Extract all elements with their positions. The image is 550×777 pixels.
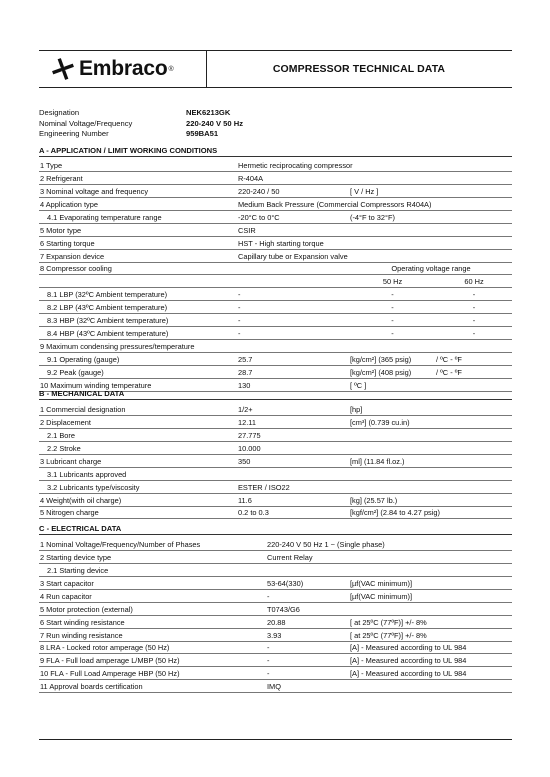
spec-label: 4 Weight(with oil charge) xyxy=(39,493,237,506)
table-row xyxy=(39,223,512,236)
spec-label: 2 Starting device type xyxy=(39,550,266,563)
spec-value: [µf(VAC minimum)] xyxy=(349,589,512,602)
spec-value: - xyxy=(266,654,349,667)
spec-value: [ ºC ] xyxy=(349,378,435,391)
document-title: COMPRESSOR TECHNICAL DATA xyxy=(272,63,446,75)
spec-value xyxy=(349,441,512,454)
spec-value xyxy=(349,680,512,693)
spec-label: 10 FLA - Full Load Amperage HBP (50 Hz) xyxy=(39,667,266,680)
spec-value: Hermetic reciprocating compressor xyxy=(237,159,512,171)
table-row xyxy=(39,667,512,680)
spec-value: IMQ xyxy=(266,680,349,693)
spec-label: 9.1 Operating (gauge) xyxy=(39,353,237,366)
table-row xyxy=(39,602,512,615)
table-row xyxy=(39,641,512,654)
table-row xyxy=(39,353,512,366)
spec-label: 3.1 Lubricants approved xyxy=(39,467,237,480)
table-row xyxy=(39,615,512,628)
spec-value: - xyxy=(435,288,512,301)
spec-value: [A] - Measured according to UL 984 xyxy=(349,667,512,680)
table-row xyxy=(39,340,512,353)
spec-value: 27.775 xyxy=(237,428,349,441)
table-row xyxy=(39,550,512,563)
spec-value: 1/2+ xyxy=(237,403,349,415)
table-row xyxy=(39,403,512,415)
spec-value: / ºC - ºF xyxy=(435,366,512,379)
spec-value: - xyxy=(237,288,349,301)
spec-value: 220-240 / 50 xyxy=(237,184,349,197)
spec-label xyxy=(39,275,237,288)
table-row xyxy=(39,249,512,262)
spec-value xyxy=(349,428,512,441)
spec-value: 60 Hz xyxy=(435,275,512,288)
spec-value: - xyxy=(237,327,349,340)
spec-label: 5 Motor type xyxy=(39,223,237,236)
table-row xyxy=(39,171,512,184)
table-row xyxy=(39,415,512,428)
spec-value: - xyxy=(349,327,435,340)
spec-value: [ at 25ºC (77ºF)] +/- 8% xyxy=(349,628,512,641)
spec-label: 11 Approval boards certification xyxy=(39,680,266,693)
spec-label: 2.2 Stroke xyxy=(39,441,237,454)
ident-label: Engineering Number xyxy=(39,129,109,138)
section-a-title: A - APPLICATION / LIMIT WORKING CONDITIONS xyxy=(39,146,512,157)
spec-value: 50 Hz xyxy=(349,275,435,288)
embraco-logo xyxy=(51,55,174,83)
spec-value: [kgf/cm²] (2.84 to 4.27 psig) xyxy=(349,506,512,519)
spec-value xyxy=(349,480,512,493)
spec-value: - xyxy=(349,288,435,301)
spec-value xyxy=(237,467,349,480)
spec-label: 6 Start winding resistance xyxy=(39,615,266,628)
spec-value: - xyxy=(435,327,512,340)
spec-value: 3.93 xyxy=(266,628,349,641)
spec-value: 12.11 xyxy=(237,415,349,428)
spec-label: 2 Refrigerant xyxy=(39,171,237,184)
spec-value xyxy=(435,223,512,236)
spec-value xyxy=(435,171,512,184)
spec-label: 3 Lubricant charge xyxy=(39,454,237,467)
spec-value: - xyxy=(349,301,435,314)
spec-value xyxy=(349,223,435,236)
spec-value: 350 xyxy=(237,454,349,467)
table-row xyxy=(39,628,512,641)
table-row xyxy=(39,262,512,275)
spec-label: 8 LRA - Locked rotor amperage (50 Hz) xyxy=(39,641,266,654)
spec-value xyxy=(237,275,349,288)
table-row xyxy=(39,506,512,519)
spec-value: Current Relay xyxy=(266,550,349,563)
spec-label: 1 Commercial designation xyxy=(39,403,237,415)
spec-value: 130 xyxy=(237,378,349,391)
spec-label: 3 Start capacitor xyxy=(39,576,266,589)
spec-label: 8.2 LBP (43ºC Ambient temperature) xyxy=(39,301,237,314)
spec-label: 9 Maximum condensing pressures/temperature xyxy=(39,340,237,353)
spec-value: -20°C to 0°C xyxy=(237,210,349,223)
ident-row xyxy=(39,119,243,130)
spec-value: [ml] (11.84 fl.oz.) xyxy=(349,454,512,467)
application-table xyxy=(39,159,512,392)
table-row xyxy=(39,563,512,576)
spec-value xyxy=(435,184,512,197)
spec-label: 1 Nominal Voltage/Frequency/Number of Phases xyxy=(39,538,266,550)
spec-value: Medium Back Pressure (Commercial Compressors R404A) xyxy=(237,197,512,210)
spec-value xyxy=(349,467,512,480)
table-row xyxy=(39,288,512,301)
spec-value: Operating voltage range xyxy=(349,262,512,275)
spec-value: 220-240 V 50 Hz 1 ~ (Single phase) xyxy=(267,539,385,549)
spec-label: 4.1 Evaporating temperature range xyxy=(39,210,237,223)
spec-label: 8.4 HBP (43ºC Ambient temperature) xyxy=(39,327,237,340)
spec-label: 2 Displacement xyxy=(39,415,237,428)
table-row xyxy=(39,538,512,550)
header xyxy=(39,50,512,88)
spec-value: [A] - Measured according to UL 984 xyxy=(349,641,512,654)
spec-value: HST - High starting torque xyxy=(237,236,512,249)
spec-value xyxy=(435,210,512,223)
identification-block xyxy=(39,108,243,140)
spec-value: [kg/cm²] (408 psig) xyxy=(349,366,435,379)
ident-label: Designation xyxy=(39,108,80,117)
spec-label: 2.1 Bore xyxy=(39,428,237,441)
table-row xyxy=(39,467,512,480)
spec-value: Capillary tube or Expansion valve xyxy=(237,249,512,262)
spec-value xyxy=(266,563,349,576)
spec-label: 4 Run capacitor xyxy=(39,589,266,602)
table-row xyxy=(39,197,512,210)
table-row xyxy=(39,275,512,288)
spec-label: 2.1 Starting device xyxy=(39,563,266,576)
spec-value: [ at 25ºC (77ºF)] +/- 8% xyxy=(349,615,512,628)
spec-label: 8 Compressor cooling xyxy=(39,262,237,275)
spec-value: / ºC - ºF xyxy=(435,353,512,366)
mechanical-table xyxy=(39,403,512,519)
spec-value xyxy=(349,602,512,615)
spec-value: 25.7 xyxy=(237,353,349,366)
spec-value xyxy=(349,550,512,563)
spec-value xyxy=(435,340,512,353)
ident-label: Nominal Voltage/Frequency xyxy=(39,118,133,128)
table-row xyxy=(39,159,512,171)
spec-value: [A] - Measured according to UL 984 xyxy=(349,654,512,667)
table-row xyxy=(39,184,512,197)
spec-value: - xyxy=(266,667,349,680)
table-row xyxy=(39,589,512,602)
spec-value: [µf(VAC minimum)] xyxy=(349,576,512,589)
spec-label: 9 FLA - Full load amperage L/MBP (50 Hz) xyxy=(39,654,266,667)
table-row xyxy=(39,493,512,506)
electrical-table xyxy=(39,538,512,693)
spec-label: 10 Maximum winding temperature xyxy=(39,378,237,391)
table-row xyxy=(39,480,512,493)
section-c-title: C - ELECTRICAL DATA xyxy=(39,524,512,535)
spec-value: - xyxy=(266,589,349,602)
spec-value: 11.6 xyxy=(237,493,349,506)
spec-value: - xyxy=(237,301,349,314)
ident-value: 220-240 V 50 Hz xyxy=(186,118,243,128)
table-row xyxy=(39,576,512,589)
spec-label: 8.3 HBP (32ºC Ambient temperature) xyxy=(39,314,237,327)
spec-label: 8.1 LBP (32ºC Ambient temperature) xyxy=(39,288,237,301)
table-row xyxy=(39,454,512,467)
spec-label: 1 Type xyxy=(39,159,237,171)
spec-value: 53-64(330) xyxy=(266,576,349,589)
spec-label: 7 Run winding resistance xyxy=(39,628,266,641)
spec-value: ESTER / ISO22 xyxy=(237,480,349,493)
spec-label: 3.2 Lubricants type/viscosity xyxy=(39,480,237,493)
ident-row xyxy=(39,108,243,119)
spec-value xyxy=(349,340,435,353)
embraco-emblem-icon xyxy=(51,57,75,81)
spec-value xyxy=(237,340,349,353)
spec-label: 5 Motor protection (external) xyxy=(39,602,266,615)
table-row xyxy=(39,210,512,223)
spec-value: - xyxy=(435,314,512,327)
ident-value: 959BA51 xyxy=(186,129,219,138)
table-row xyxy=(39,680,512,693)
spec-value: [hp] xyxy=(349,403,512,415)
spec-value: 0.2 to 0.3 xyxy=(237,506,349,519)
spec-value: - xyxy=(435,301,512,314)
spec-value xyxy=(237,262,349,275)
spec-value xyxy=(349,171,435,184)
table-row xyxy=(39,441,512,454)
footer-rule xyxy=(39,739,512,740)
table-row xyxy=(39,236,512,249)
ident-value: NEK6213GK xyxy=(186,108,231,117)
spec-value: R-404A xyxy=(237,171,349,184)
spec-label: 7 Expansion device xyxy=(39,249,237,262)
registered-mark: ® xyxy=(168,65,174,73)
table-row xyxy=(39,654,512,667)
spec-label: 9.2 Peak (gauge) xyxy=(39,366,237,379)
spec-value: [cm³] (0.739 cu.in) xyxy=(349,415,512,428)
table-row xyxy=(39,301,512,314)
spec-label: 5 Nitrogen charge xyxy=(39,506,237,519)
spec-value: 20.88 xyxy=(266,615,349,628)
table-row xyxy=(39,314,512,327)
table-row xyxy=(39,428,512,441)
spec-value: [kg] (25.57 lb.) xyxy=(349,493,512,506)
spec-value: 28.7 xyxy=(237,366,349,379)
spec-value: 10.000 xyxy=(237,441,349,454)
section-b-title: B - MECHANICAL DATA xyxy=(39,389,512,400)
spec-value: (-4°F to 32°F) xyxy=(349,210,435,223)
spec-label: 3 Nominal voltage and frequency xyxy=(39,184,237,197)
spec-value: - xyxy=(349,314,435,327)
ident-row xyxy=(39,129,243,140)
table-row xyxy=(39,327,512,340)
spec-value: - xyxy=(237,314,349,327)
spec-value: CSIR xyxy=(237,223,349,236)
table-row xyxy=(39,366,512,379)
brand-name: Embraco xyxy=(79,57,168,80)
spec-label: 4 Application type xyxy=(39,197,237,210)
spec-value: - xyxy=(266,641,349,654)
spec-value xyxy=(349,563,512,576)
spec-label: 6 Starting torque xyxy=(39,236,237,249)
spec-value: T0743/G6 xyxy=(266,602,349,615)
spec-value: [ V / Hz ] xyxy=(349,184,435,197)
spec-value: [kg/cm²] (365 psig) xyxy=(349,353,435,366)
